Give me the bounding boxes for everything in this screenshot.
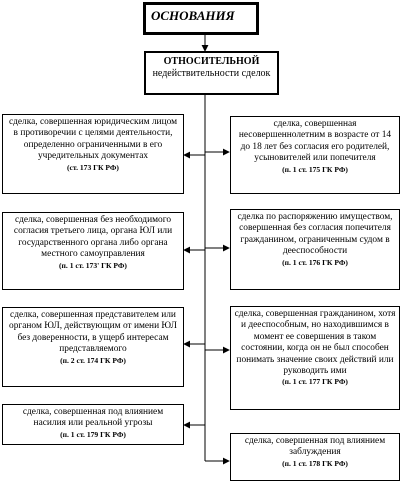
right-box-1 <box>230 116 400 194</box>
right-box-3-ref: (п. 1 ст. 177 ГК РФ) <box>282 377 348 387</box>
left-box-4-text: сделка, совершенная под влиянием насилия или реальной угрозы <box>22 407 164 429</box>
category-title: ОТНОСИТЕЛЬНОЙ <box>163 56 260 67</box>
left-box-3 <box>2 307 184 387</box>
right-box-3-text: сделка, совершенная гражданином, хотя и дееспособным, но находившимся в момент ее совершения в таком состоянии, когда он не был способен понимать значение своих действий или руководить ими <box>234 309 396 377</box>
left-box-3-ref: (п. 2 ст. 174 ГК РФ) <box>60 355 126 365</box>
left-box-4-ref: (п. 1 ст. 179 ГК РФ) <box>60 429 126 439</box>
right-box-3 <box>230 306 400 410</box>
left-box-4 <box>2 404 184 445</box>
right-box-2-ref: (п. 1 ст. 176 ГК РФ) <box>282 257 348 267</box>
left-box-1-text: сделка, совершенная юридическим лицом в противоречии с целями деятельности, определенно ограниченными в его учредительных документах <box>8 117 178 162</box>
right-box-4 <box>230 433 400 481</box>
right-box-1-ref: (п. 1 ст. 175 ГК РФ) <box>282 164 348 174</box>
right-box-2-text: сделка по распоряжению имуществом, совершенная без согласия попечителя гражданином, ограниченным судом в дееспособности <box>237 212 393 257</box>
left-box-2-ref: (п. 1 ст. 173' ГК РФ) <box>59 260 127 270</box>
right-box-1-text: сделка, совершенная несовершеннолетним в возрасте от 14 до 18 лет без согласия его родителей, усыновителей или попечителя <box>238 119 392 164</box>
right-box-4-ref: (п. 1 ст. 178 ГК РФ) <box>282 458 348 468</box>
right-box-2 <box>230 209 400 290</box>
left-box-2 <box>2 212 184 290</box>
category-subtitle: недействительности сделок <box>152 68 271 79</box>
left-box-1-ref: (ст. 173 ГК РФ) <box>67 162 119 172</box>
right-box-4-text: сделка, совершенная под влиянием заблуждения <box>244 436 386 458</box>
title-box <box>143 2 259 35</box>
title-text: ОСНОВАНИЯ <box>151 8 235 23</box>
category-box <box>144 51 279 95</box>
left-box-1 <box>2 114 184 194</box>
left-box-3-text: сделка, совершенная представителем или органом ЮЛ, действующим от имени ЮЛ без доверенности, в ущерб интересам представляемого <box>9 310 177 355</box>
left-box-2-text: сделка, совершенная без необходимого согласия третьего лица, органа ЮЛ или государственного органа либо органа местного самоуправления <box>13 215 173 260</box>
